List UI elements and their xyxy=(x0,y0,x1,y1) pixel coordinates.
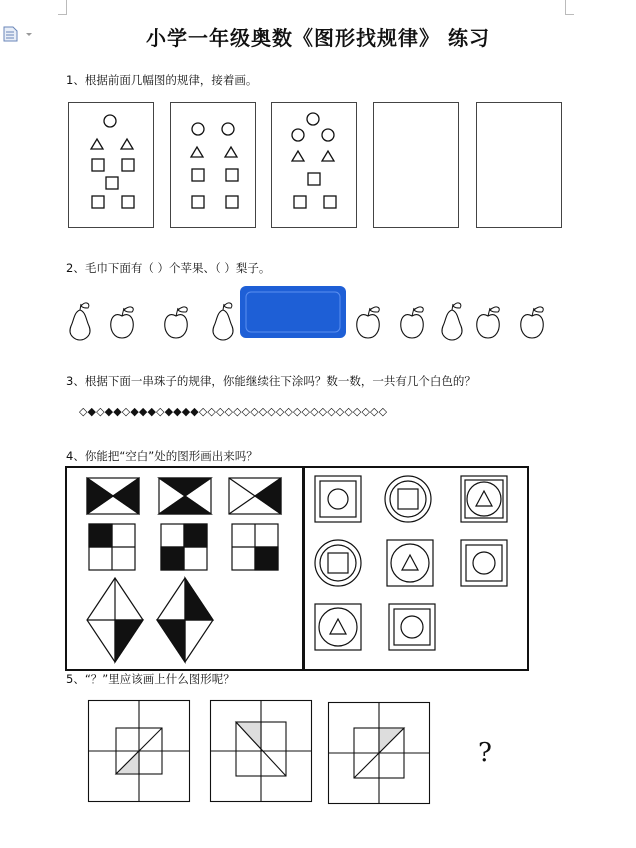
hourglass-tile-1 xyxy=(87,478,139,514)
pattern-card-3 xyxy=(271,102,357,228)
square-pattern-2 xyxy=(210,700,312,806)
apple-icon xyxy=(521,307,544,338)
hourglass-tile-2 xyxy=(159,478,211,514)
pattern-panel-left xyxy=(65,466,304,671)
square-circle-tile xyxy=(315,476,361,522)
pattern-panel-right xyxy=(303,466,529,671)
question-4: 4、你能把“空白”处的图形画出来吗？ xyxy=(66,449,258,463)
square-circle-tile-2 xyxy=(461,540,507,586)
grid-tile-3 xyxy=(232,524,278,570)
page-title: 小学一年级奥数《图形找规律》 练习 xyxy=(146,26,490,50)
question-1: 1、根据前面几幅图的规律，接着画。 xyxy=(66,73,258,87)
question-3: 3、根据下面一串珠子的规律，你能继续往下涂吗？数一数，一共有几个白色的？ xyxy=(66,374,476,388)
pear-icon xyxy=(442,303,462,340)
apple-icon xyxy=(477,307,500,338)
circle-square-tile-2 xyxy=(315,540,361,586)
diamond-tile-1 xyxy=(87,578,143,662)
apple-icon xyxy=(401,307,424,338)
square-triangle-tile-2 xyxy=(387,540,433,586)
hourglass-tile-3 xyxy=(229,478,281,514)
apple-icon xyxy=(165,307,188,338)
towel xyxy=(240,286,346,338)
page-corner-mark xyxy=(565,0,574,15)
circle-square-tile xyxy=(385,476,431,522)
page-corner-mark xyxy=(58,0,67,15)
square-triangle-tile-3 xyxy=(315,604,361,650)
diamond-tile-2 xyxy=(157,578,213,662)
apple-icon xyxy=(357,307,380,338)
grid-tile-1 xyxy=(89,524,135,570)
fruit-row xyxy=(66,286,566,346)
square-pattern-1 xyxy=(88,700,190,806)
pattern-card-1 xyxy=(68,102,154,228)
pear-icon xyxy=(213,303,233,340)
question-mark: ? xyxy=(478,738,492,768)
square-triangle-tile xyxy=(461,476,507,522)
pattern-card-2 xyxy=(170,102,256,228)
square-circle-tile-3 xyxy=(389,604,435,650)
apple-icon xyxy=(111,307,134,338)
fruit-illustration xyxy=(66,286,566,346)
blank-card-2[interactable] xyxy=(476,102,562,228)
square-pattern-3 xyxy=(328,702,430,808)
bead-string: ◇◆◇◆◆◇◆◆◆◇◆◆◆◆◇◇◇◇◇◇◇◇◇◇◇◇◇◇◇◇◇◇◇◇◇◇ xyxy=(79,405,388,418)
pear-icon xyxy=(70,303,90,340)
blank-card-1[interactable] xyxy=(373,102,459,228)
question-2: 2、毛巾下面有（ ）个苹果、（ ）梨子。 xyxy=(66,261,271,275)
grid-tile-2 xyxy=(161,524,207,570)
question-5: 5、“？”里应该画上什么图形呢？ xyxy=(66,672,235,686)
